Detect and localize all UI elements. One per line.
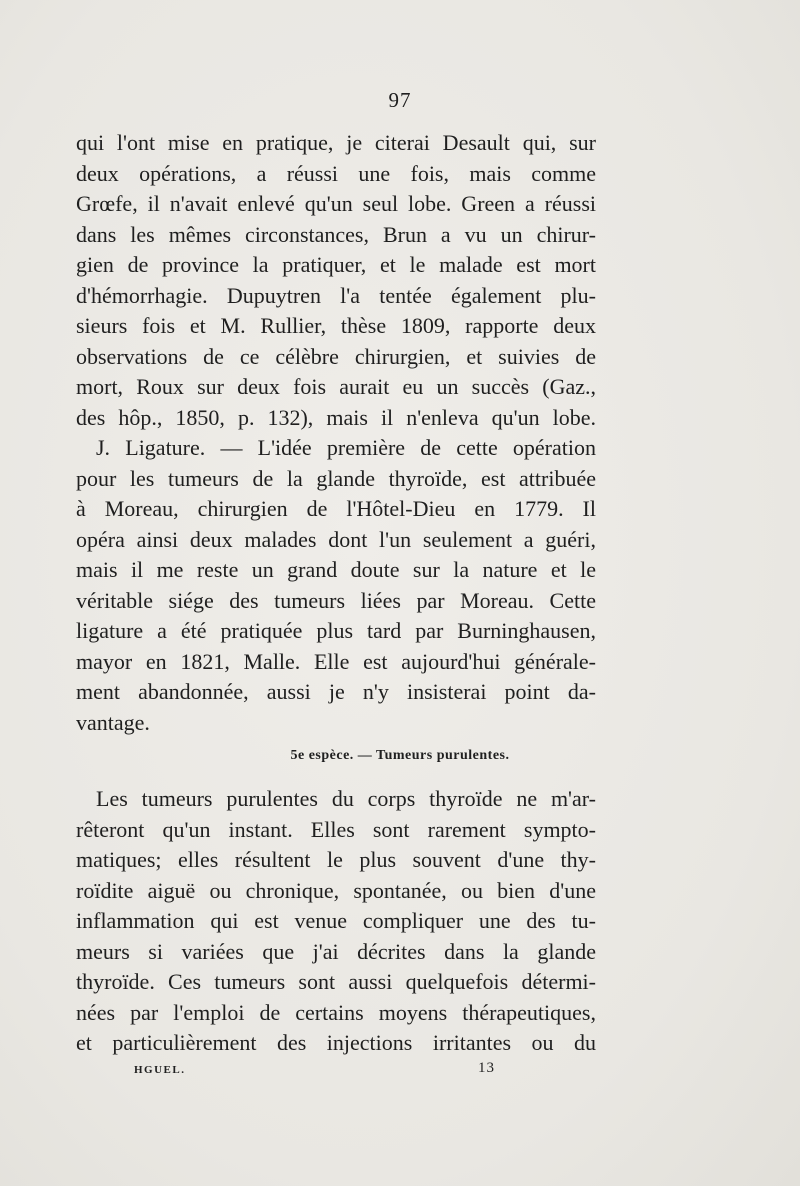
- paragraph-operations: [76, 128, 596, 738]
- text-line: nées par l'emploi de certains moyens thérapeutiques,: [76, 999, 596, 1025]
- text-line: d'hémorrhagie. Dupuytren l'a tentée également plu-: [76, 282, 596, 308]
- text-line: mayor en 1821, Malle. Elle est aujourd'hui générale-: [76, 648, 596, 674]
- page-number: 97: [388, 88, 412, 112]
- section-heading: 5e espèce. — Tumeurs purulentes.: [290, 748, 510, 763]
- text-line: mais il me reste un grand doute sur la nature et le: [76, 557, 596, 582]
- text-line: dans les mêmes circonstances, Brun a vu un chirur-: [76, 221, 596, 247]
- text-line: véritable siége des tumeurs liées par Moreau. Cette: [76, 587, 596, 613]
- text-line: à Moreau, chirurgien de l'Hôtel-Dieu en 1779. Il: [76, 496, 596, 521]
- text-line: meurs si variées que j'ai décrites dans la glande: [76, 938, 596, 964]
- text-line: ment abandonnée, aussi je n'y insisterai point da-: [76, 679, 596, 704]
- footer-sheet-number: 13: [478, 1060, 495, 1076]
- text-line: pour les tumeurs de la glande thyroïde, est attribuée: [76, 465, 596, 491]
- text-line: matiques; elles résultent le plus souvent d'une thy-: [76, 847, 596, 872]
- text-line: qui l'ont mise en pratique, je citerai Desault qui, sur: [76, 130, 596, 155]
- text-line: ligature a été pratiquée plus tard par Burninghausen,: [76, 618, 596, 643]
- text-line: Grœfe, il n'avait enlevé qu'un seul lobe. Green a réussi: [76, 191, 596, 216]
- text-line: Les tumeurs purulentes du corps thyroïde ne m'ar-: [96, 786, 596, 811]
- text-line: deux opérations, a réussi une fois, mais comme: [76, 160, 596, 186]
- text-line: opéra ainsi deux malades dont l'un seulement a guéri,: [76, 526, 596, 552]
- text-line: sieurs fois et M. Rullier, thèse 1809, rapporte deux: [76, 313, 596, 338]
- text-line: gien de province la pratiquer, et le malade est mort: [76, 252, 596, 277]
- text-line: et particulièrement des injections irritantes ou du: [76, 1030, 596, 1055]
- text-line: rêteront qu'un instant. Elles sont rarement sympto-: [76, 816, 596, 842]
- text-line: des hôp., 1850, p. 132), mais il n'enleva qu'un lobe.: [76, 404, 596, 430]
- paragraph-purulent-tumors: [76, 784, 596, 1059]
- text-line: vantage.: [76, 709, 150, 735]
- text-line: thyroïde. Ces tumeurs sont aussi quelquefois détermi-: [76, 969, 596, 994]
- text-line: J. Ligature. — L'idée première de cette opération: [96, 435, 596, 460]
- text-line: mort, Roux sur deux fois aurait eu un succès (Gaz.,: [76, 374, 596, 399]
- text-line: observations de ce célèbre chirurgien, et suivies de: [76, 343, 596, 369]
- text-line: inflammation qui est venue compliquer une des tu-: [76, 908, 596, 933]
- text-line: roïdite aiguë ou chronique, spontanée, ou bien d'une: [76, 877, 596, 903]
- footer-signature-mark: HGUEL.: [134, 1064, 186, 1076]
